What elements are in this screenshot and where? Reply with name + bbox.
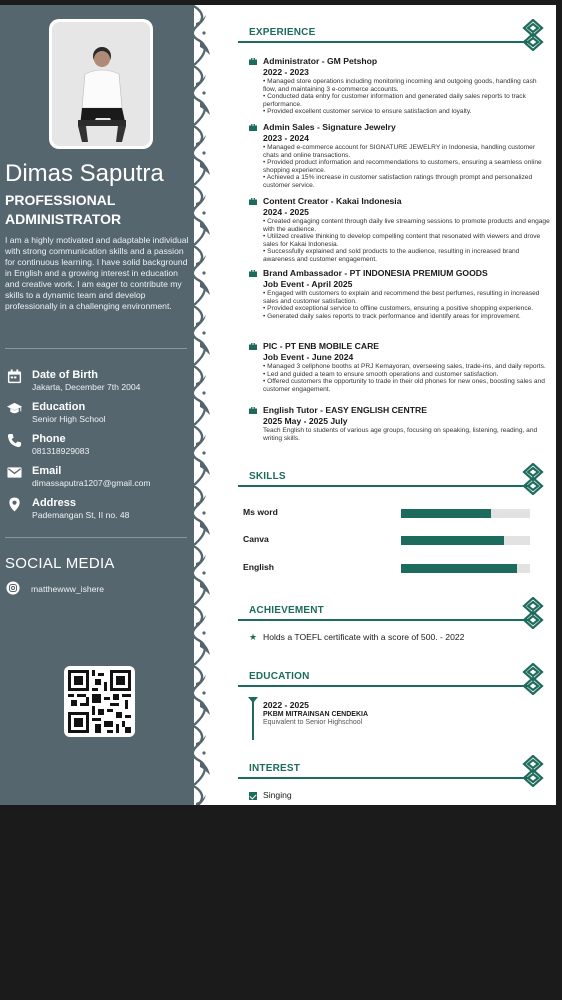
job-title: English Tutor - EASY ENGLISH CENTRE [263,405,427,415]
job-bullet: • Provided excellent customer service to ensure satisfaction and loyalty. [263,108,472,116]
job-bullet: • Achieved a 15% increase in customer satisfaction ratings through prompt and personalized customer service. [263,174,533,189]
sidebar-divider [5,348,187,349]
info-value: Senior High School [32,414,106,424]
info-value: 081318929083 [32,446,90,456]
section-knot-icon [522,463,544,495]
job-bullet: • Created engaging content through daily live streaming sessions to promote products and engage with the audience. [263,218,550,233]
job-date: 2024 - 2025 [263,207,309,217]
section-header-skills [238,463,544,495]
job-title: Brand Ambassador - PT INDONESIA PREMIUM GOODS [263,268,488,278]
info-title: Email [32,465,62,477]
job-bullet: • Successfully explained and sold products to the audience, resulting in increased brand awareness and customer engagement. [263,248,520,263]
job-date: 2023 - 2024 [263,133,309,143]
briefcase-icon [249,124,257,131]
job-bullet: • Offered customers the opportunity to trade in their old phones for new ones, boosting sales and customer engagement. [263,378,545,393]
job-role: PROFESSIONAL ADMINISTRATOR [5,192,122,227]
section-knot-icon [522,597,544,629]
job-bullet: • Provided product information and recommendations to customers, ensuring a seamless online shopping experience. [263,159,542,174]
section-knot-icon [522,19,544,51]
job-title: Content Creator - Kakai Indonesia [263,196,402,206]
profile-photo-image [52,22,150,146]
section-header-education [238,663,544,695]
job-description [263,78,551,116]
job-bullet: • Conducted data entry for customer information and generated daily sales reports to track performance. [263,93,526,108]
job-date: 2022 - 2023 [263,67,309,77]
phone-icon [7,433,22,448]
briefcase-icon [249,58,257,65]
section-rule [238,485,530,487]
job-description [263,144,551,190]
job-bullet: • Generated daily sales reports to track performance and identify areas for improvement. [263,312,521,320]
section-title: EDUCATION [249,671,310,682]
star-icon: ★ [249,632,258,642]
job-bullet: • Provided exceptional service to offline customers, ensuring a positive shopping experience. [263,305,534,313]
skill-bar [401,509,530,518]
section-title: INTEREST [249,763,301,774]
section-header-achievement [238,597,544,629]
section-rule [238,685,530,687]
info-title: Date of Birth [32,369,98,381]
info-title: Address [32,497,77,509]
job-bullet: • Engaged with customers to explain and recommend the best perfumes, resulting in increased sales and customer satisfaction. [263,290,540,305]
full-name: Dimas Saputra [5,160,164,187]
skill-label: Ms word [243,507,278,517]
job-bullet: Teach English to students of various age groups, focusing on speaking, listening, reading, and writing skills. [263,427,538,442]
achievement-text: Holds a TOEFL certificate with a score of 500. - 2022 [263,632,465,642]
sidebar-divider [5,537,187,538]
info-title: Education [32,401,86,413]
job-title: Admin Sales - Signature Jewelry [263,122,396,132]
location-pin-icon [7,497,22,512]
interest-item: Singing [263,790,292,800]
section-title: ACHIEVEMENT [249,605,324,616]
section-title: EXPERIENCE [249,27,316,38]
instagram-icon [6,581,20,595]
job-bullet: • Managed e-commerce account for SIGNATURE JEWELRY in Indonesia, handling customer chats and online transactions. [263,144,536,159]
section-knot-icon [522,755,544,787]
section-rule [238,777,530,779]
graduation-cap-icon [7,401,22,416]
checkbox-icon [249,792,257,800]
section-title: SKILLS [249,471,286,482]
skill-bar-fill [401,564,517,573]
mail-icon [7,465,22,480]
calendar-icon [7,369,22,384]
qr-code [64,666,135,737]
education-level: Equivalent to Senior Highschool [263,719,363,726]
section-header-experience [238,19,544,51]
decorative-border [190,5,214,805]
skill-label: Canva [243,534,269,544]
job-bullet: • Managed store operations including monitoring incoming and outgoing goods, handling cash flow, and maintaining 3 e-commerce accounts. [263,78,537,93]
job-description [263,427,551,442]
info-value: Jakarta, December 7th 2004 [32,382,141,392]
skill-bar [401,564,530,573]
job-description [263,290,551,320]
info-value: Pademangan St, II no. 48 [32,510,130,520]
briefcase-icon [249,270,257,277]
job-description [263,218,551,264]
info-value: dimassaputra1207@gmail.com [32,478,151,488]
job-description [263,363,551,393]
job-date: Job Event - April 2025 [263,279,353,289]
job-date: Job Event - June 2024 [263,352,354,362]
briefcase-icon [249,407,257,414]
profile-summary: I am a highly motivated and adaptable individual with strong communication skills and a passion for continuous learning. I have solid background in English and a growing interest in education and creative work. I am eager to contribute my skills to a dynamic team and develop professionally in a challenging environment. [5,235,189,311]
section-rule [238,41,530,43]
sidebar [0,5,192,805]
education-school: PKBM MITRAINSAN CENDEKIA [263,711,368,718]
job-title: PIC - PT ENB MOBILE CARE [263,341,380,351]
job-date: 2025 May - 2025 July [263,416,348,426]
info-title: Phone [32,433,66,445]
qr-code-image [68,670,131,733]
job-bullet: • Led and guided a team to ensure smooth operations and customer satisfaction. [263,370,499,378]
resume-page [0,5,556,805]
section-rule [238,619,530,621]
profile-photo [49,19,153,149]
section-header-interest [238,755,544,787]
briefcase-icon [249,198,257,205]
briefcase-icon [249,343,257,350]
job-bullet: • Managed 3 cellphone booths at PRJ Kemayoran, overseeing sales, trade-ins, and daily reports. [263,363,546,370]
skill-bar-fill [401,536,504,545]
social-handle[interactable]: matthewww_ishere [31,584,105,594]
education-years: 2022 - 2025 [263,700,309,710]
education-timeline [252,700,254,740]
skill-bar-fill [401,509,491,518]
job-title: Administrator - GM Petshop [263,56,378,66]
skill-bar [401,536,530,545]
job-bullet: • Utilized creative thinking to develop compelling content that resonated with viewers and drove sales for Kakai Indonesia. [263,233,541,248]
social-media-title: SOCIAL MEDIA [5,555,115,572]
section-knot-icon [522,663,544,695]
skill-label: English [243,562,275,572]
